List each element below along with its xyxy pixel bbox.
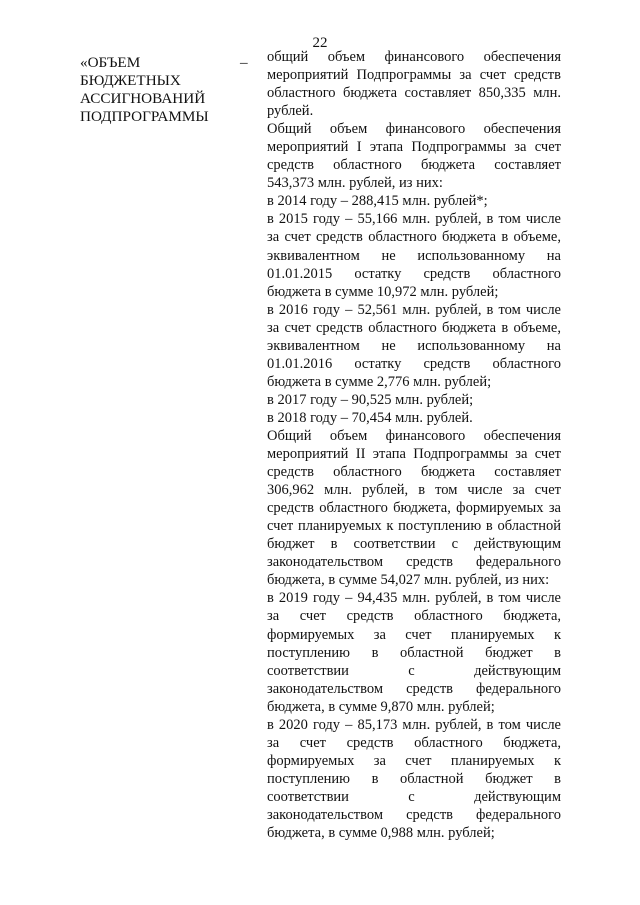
- paragraph-year-2018: в 2018 году – 70,454 млн. рублей.: [267, 409, 473, 426]
- paragraph-stage-2: Общий объем финансового обеспечения мероприятий II этапа Подпрограммы за счет средств областного бюджета составляет 306,962 млн. рублей, в том числе за счет средств областного бюджета, формируемых за счет планируемых к поступлению в областной бюджет в соответствии с действующим законодательством средств федерального бюджета, в сумме 54,027 млн. рублей, из них:: [267, 427, 561, 589]
- separator-dash: –: [240, 54, 248, 71]
- paragraph-year-2017: в 2017 году – 90,525 млн. рублей;: [267, 391, 474, 408]
- budget-description: [267, 48, 561, 842]
- paragraph-year-2015: в 2015 году – 55,166 млн. рублей, в том числе за счет средств областного бюджета в объеме, эквивалентном не использованному на 01.01.2015 остатку средств областного бюджета в сумме 10,972 млн. рублей;: [267, 211, 561, 300]
- heading-line: АССИГНОВАНИЙ: [80, 90, 206, 107]
- paragraph-total: общий объем финансового обеспечения мероприятий Подпрограммы за счет средств областного бюджета составляет 850,335 млн. рублей.: [267, 49, 561, 120]
- paragraph-year-2020: в 2020 году – 85,173 млн. рублей, в том числе за счет средств областного бюджета, формируемых за счет планируемых к поступлению в областной бюджет в соответствии с действующим законодательством средств федерального бюджета, в сумме 0,988 млн. рублей;: [267, 716, 561, 842]
- paragraph-year-2019: в 2019 году – 94,435 млн. рублей, в том числе за счет средств областного бюджета, формируемых за счет планируемых к поступлению в областной бюджет в соответствии с действующим законодательством средств федерального бюджета, в сумме 9,870 млн. рублей;: [267, 590, 561, 715]
- heading-line: БЮДЖЕТНЫХ: [80, 72, 181, 89]
- heading-line: «ОБЪЕМ: [80, 54, 141, 71]
- paragraph-stage-1: Общий объем финансового обеспечения мероприятий I этапа Подпрограммы за счет средств областного бюджета составляет 543,373 млн. рублей, из них:: [267, 121, 561, 192]
- paragraph-year-2014: в 2014 году – 288,415 млн. рублей*;: [267, 193, 488, 210]
- section-heading: [80, 54, 250, 126]
- paragraph-year-2016: в 2016 году – 52,561 млн. рублей, в том числе за счет средств областного бюджета в объеме, эквивалентном не использованному на 01.01.2016 остатку средств областного бюджета в сумме 2,776 млн. рублей;: [267, 301, 561, 390]
- heading-line: ПОДПРОГРАММЫ: [80, 108, 209, 125]
- page-number: 22: [312, 35, 328, 51]
